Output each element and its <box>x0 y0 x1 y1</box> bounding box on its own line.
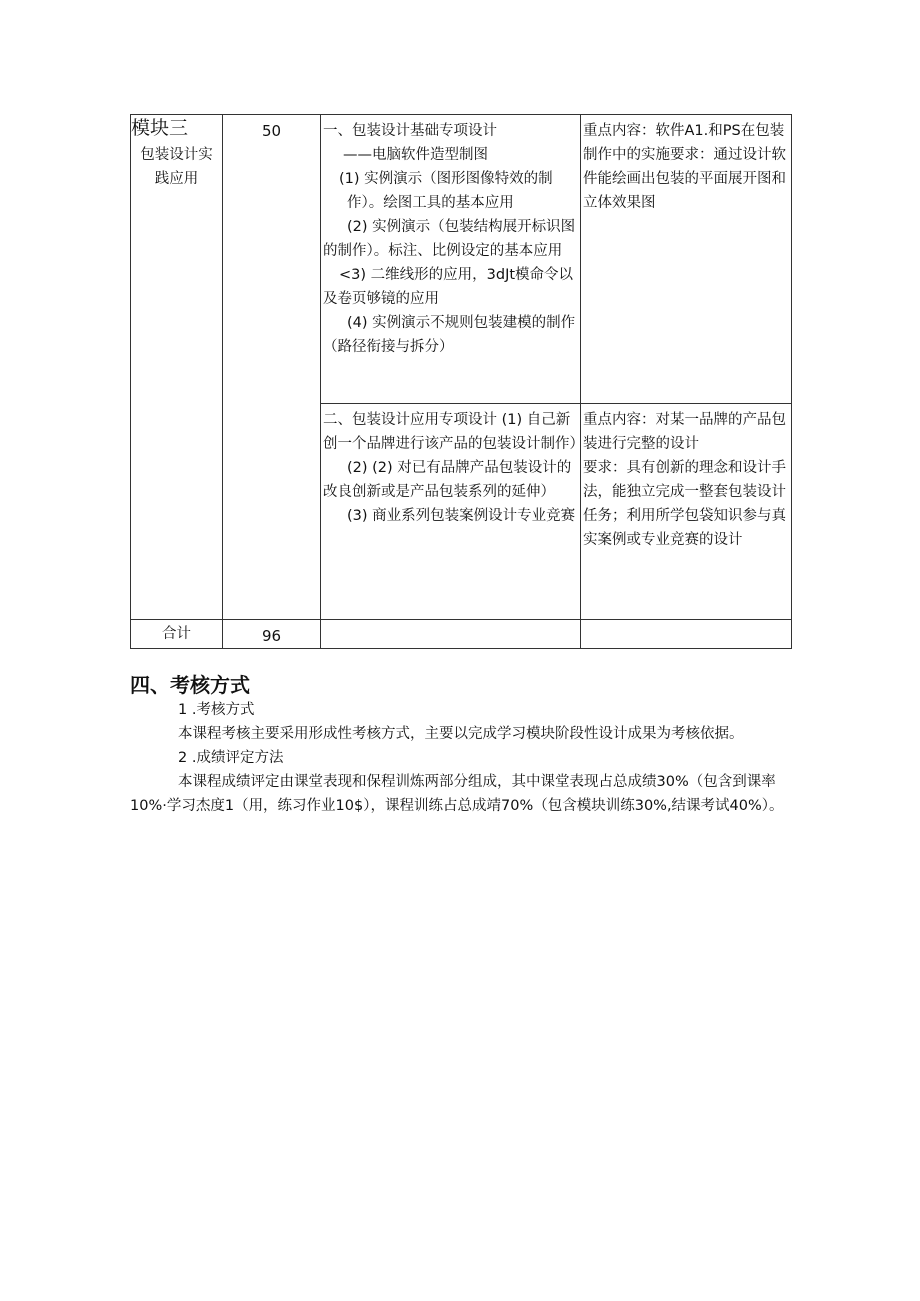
content-line: <3) 二维线形的应用，3dJt模命令以及卷页够镜的应用 <box>323 267 574 307</box>
item2-title: 2 .成绩评定方法 <box>178 750 284 766</box>
requirement-text: 要求：具有创新的理念和设计手法，能独立完成一整套包装设计任务；利用所学包袋知识参与真实案例或专业竞赛的设计 <box>583 460 786 548</box>
content-line: (1) 实例演示（图形图像特效的制作）。绘图工具的基本应用 <box>339 171 553 211</box>
empty-cell <box>581 620 792 649</box>
assessment-heading: 四、考核方式 <box>130 673 250 697</box>
requirement-text: 重点内容：软件A1.和PS在包装制作中的实施要求：通过设计软件能绘画出包装的平面展开图和立体效果图 <box>583 123 786 211</box>
content-line: 二、包装设计应用专项设计 (1) 自己新创一个品牌进行该产品的包装设计制作） <box>323 412 584 452</box>
content-line: 一、包装设计基础专项设计 <box>323 123 497 139</box>
requirement-cell-1 <box>581 115 792 404</box>
total-hours-cell <box>223 620 321 649</box>
content-line: ——电脑软件造型制图 <box>343 147 488 163</box>
item2-body: 本课程成绩评定由课堂表现和保程训炼两部分组成，其中课堂表现占总成绩30%（包含到课率10%·学习杰度1（用，练习作业10$），课程训练占总成靖70%（包含模块训练30%,结课考试40%）。 <box>130 774 784 814</box>
content-cell-2 <box>321 404 584 620</box>
assessment-section <box>130 698 794 818</box>
content-line: (2) (2) 对已有品牌产品包装设计的改良创新或是产品包装系列的延伸） <box>323 460 572 500</box>
module-title: 模块三 <box>131 117 189 139</box>
module-hours: 50 <box>261 122 282 140</box>
total-label-cell <box>131 620 223 649</box>
module-cell <box>131 115 223 620</box>
requirement-cell-2 <box>581 404 792 620</box>
total-hours: 96 <box>261 627 282 645</box>
content-line: (2) 实例演示（包装结构展开标识图的制作）。标注、比例设定的基本应用 <box>323 219 576 259</box>
course-module-table <box>130 114 792 649</box>
content-cell-1 <box>321 115 581 404</box>
requirement-text: 重点内容：对某一品牌的产品包装进行完整的设计 <box>583 412 786 452</box>
content-line: (3) 商业系列包装案例设计专业竞赛 <box>347 508 576 524</box>
module-subtitle: 包装设计实践应用 <box>140 147 213 187</box>
item1-body: 本课程考核主要采用形成性考核方式，主要以完成学习模块阶段性设计成果为考核依据。 <box>178 726 744 742</box>
total-label: 合计 <box>162 626 191 642</box>
item1-title: 1 .考核方式 <box>178 702 255 718</box>
empty-cell <box>321 620 581 649</box>
hours-cell <box>223 115 321 620</box>
content-line: (4) 实例演示不规则包装建模的制作（路径衔接与拆分） <box>323 315 576 355</box>
